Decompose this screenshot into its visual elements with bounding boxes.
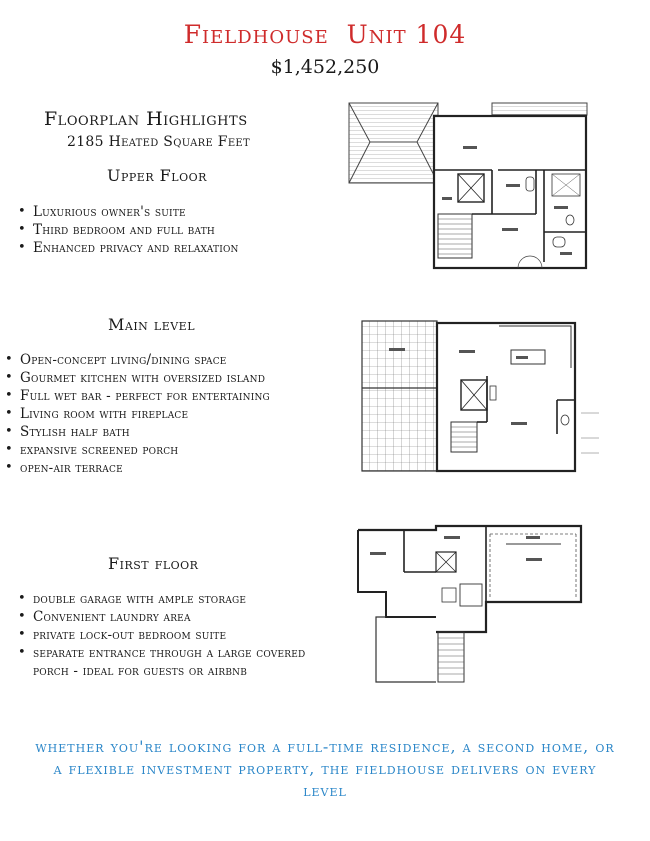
- main-level-plan-drawing: [361, 318, 601, 475]
- first-floor-list: [18, 590, 318, 680]
- list-item: • Convenient laundry area: [18, 608, 318, 626]
- list-item: • Living room with fireplace: [5, 405, 319, 423]
- list-item: • Enhanced privacy and relaxation: [18, 239, 318, 257]
- list-item: • Full wet bar - perfect for entertaining: [5, 387, 319, 405]
- main-level-title: Main level: [108, 315, 195, 334]
- footer-tagline: whether you're looking for a full-time residence, a second home, or a flexible investment property, the fieldhouse delivers on every level: [35, 737, 615, 800]
- list-item: • Gourmet kitchen with oversized island: [5, 369, 319, 387]
- list-item: • Open-concept living/dining space: [5, 351, 319, 369]
- list-item: • private lock-out bedroom suite: [18, 626, 318, 644]
- page-title: Fieldhouse Unit 104: [183, 20, 467, 49]
- highlights-heading: Floorplan Highlights: [44, 108, 248, 130]
- main-level-plan: [361, 318, 601, 475]
- list-item: • expansive screened porch: [5, 441, 319, 459]
- upper-floor-title: Upper Floor: [107, 166, 207, 185]
- list-item: • double garage with ample storage: [18, 590, 318, 608]
- list-item: • open-air terrace: [5, 459, 319, 477]
- main-level-list: [5, 351, 319, 477]
- upper-floor-list: [18, 203, 318, 257]
- first-floor-plan: [356, 522, 584, 687]
- list-item: • Stylish half bath: [5, 423, 319, 441]
- square-feet: 2185 Heated Square Feet: [67, 134, 250, 150]
- first-floor-title: First floor: [108, 554, 199, 573]
- first-floor-plan-drawing: [356, 522, 584, 687]
- list-item: • separate entrance through a large covered porch - ideal for guests or airbnb: [18, 644, 318, 680]
- list-item: • Third bedroom and full bath: [18, 221, 318, 239]
- upper-floor-plan: [348, 102, 588, 272]
- upper-floor-plan-drawing: [348, 102, 588, 272]
- list-item: • Luxurious owner's suite: [18, 203, 318, 221]
- price: $1,452,250: [270, 56, 380, 78]
